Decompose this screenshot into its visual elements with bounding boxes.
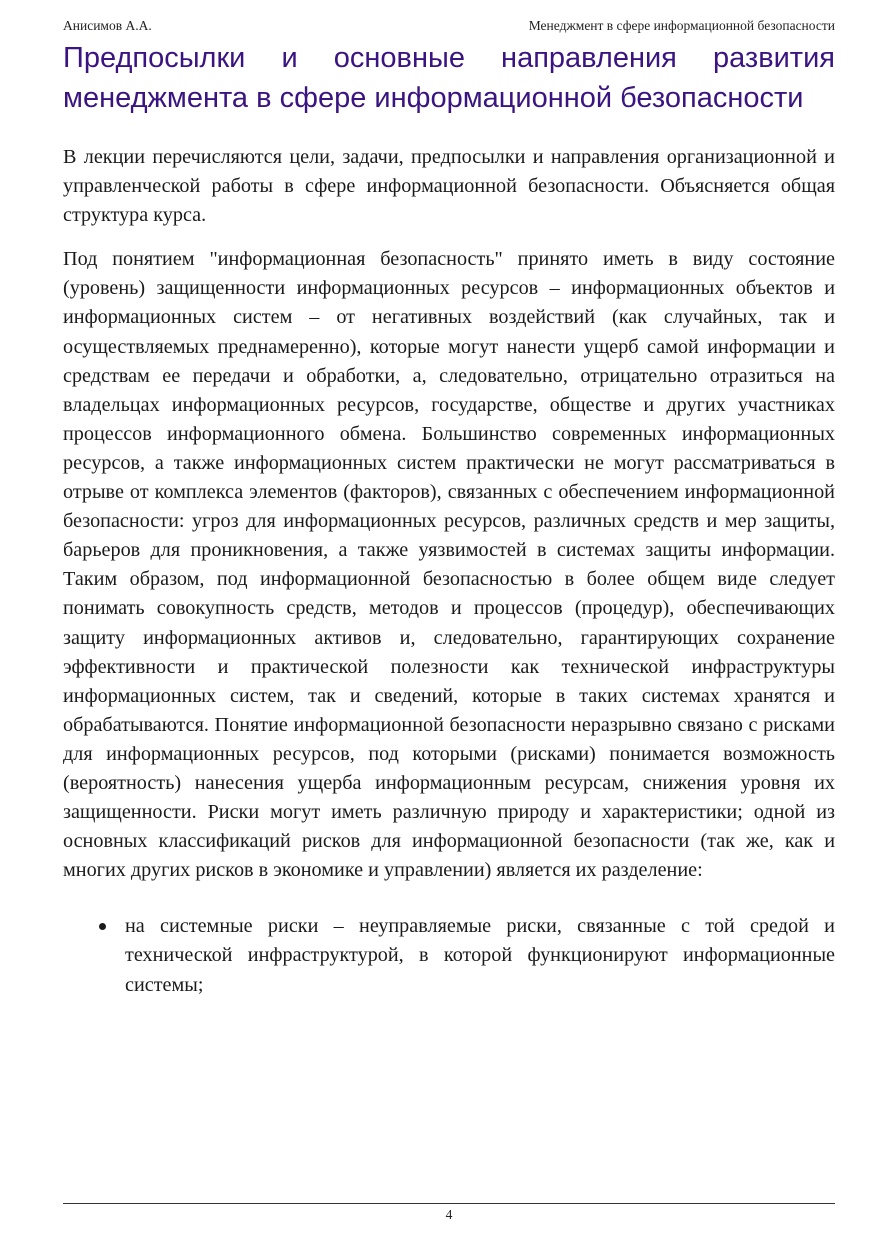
- bullet-icon: [99, 923, 106, 930]
- risk-list: [63, 912, 835, 999]
- intro-paragraph: В лекции перечисляются цели, задачи, предпосылки и направления организационной и управленческой работы в сфере информационной безопасности. Объясняется общая структура курса.: [63, 146, 835, 227]
- footer-divider: [63, 1203, 835, 1204]
- page-header: [63, 16, 835, 36]
- definition-paragraph: Под понятием "информационная безопасность" принято иметь в виду состояние (уровень) защищенности информационных ресурсов – информационных объектов и информационных систем – от негативных воздействий (как случайных, так и осуществляемых преднамеренно), которые могут нанести ущерб самой информации и средствам ее передачи и обработки, а, следовательно, отрицательно отразиться на владельцах информационных ресурсов, государстве, обществе и других участниках процессов информационного обмена. Большинство современных информационных ресурсов, а также информационных систем практически не могут рассматриваться в отрыве от комплекса элементов (факторов), связанных с обеспечением информационной безопасности: угроз для информационных ресурсов, различных средств и мер защиты, барьеров для проникновения, а также уязвимостей в системах защиты информации. Таким образом, под информационной безопасностью в более общем виде следует понимать совокупность средств, методов и процессов (процедур), обеспечивающих защиту информационных активов и, следовательно, гарантирующих сохранение эффективности и практической полезности как технической инфраструктуры информационных систем, так и сведений, которые в таких системах хранятся и обрабатываются. Понятие информационной безопасности неразрывно связано с рисками для информационных ресурсов, под которыми (рисками) понимается возможность (вероятность) нанесения ущерба информационным ресурсам, снижения уровня их защищенности. Риски могут иметь различную природу и характеристики; одной из основных классификаций рисков для информационной безопасности (так же, как и многих других рисков в экономике и управлении) является их разделение:: [63, 248, 835, 882]
- header-author: Анисимов А.А.: [63, 18, 152, 33]
- header-course-title: Менеджмент в сфере информационной безопасности: [528, 18, 835, 33]
- lecture-body: [63, 143, 835, 1000]
- list-item: [63, 912, 835, 999]
- page-number: 4: [445, 1207, 453, 1222]
- list-item-text: на системные риски – неуправляемые риски, связанные с той средой и технической инфраструктурой, в которой функционируют информационные системы;: [125, 915, 835, 996]
- lecture-title: Предпосылки и основные направления развития менеджмента в сфере информационной безопасности: [63, 42, 835, 114]
